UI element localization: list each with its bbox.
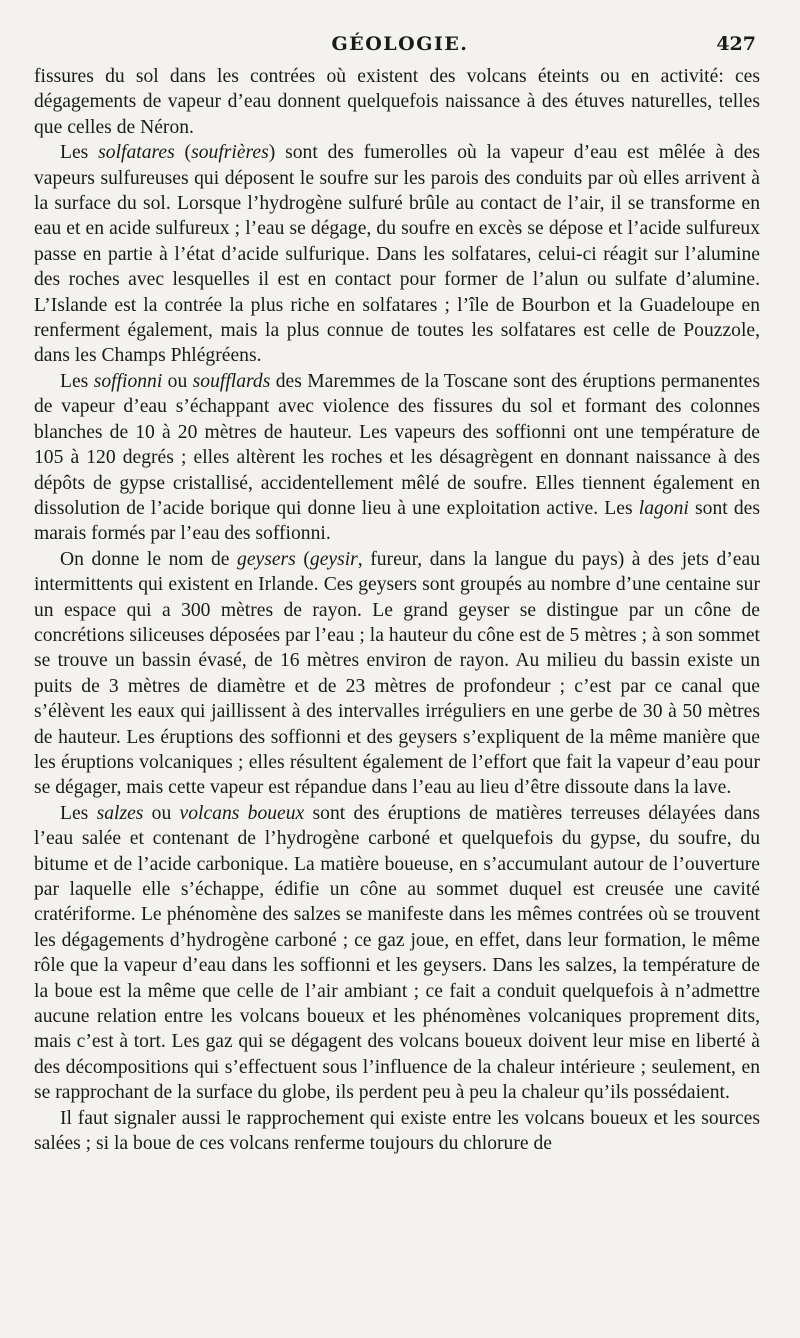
text-run: ( [295, 548, 310, 570]
body-text [34, 64, 760, 1156]
text-run: ou [143, 802, 180, 824]
paragraph-geysers [34, 547, 760, 801]
running-title: GÉOLOGIE. [331, 33, 469, 55]
italic-term: geysers [237, 548, 296, 570]
italic-term: volcans boueux [179, 802, 305, 824]
text-run: Les [60, 142, 99, 164]
text-run: des Maremmes de la Toscane sont des éruptions permanentes de vapeur d’eau s’échappant avec violence des fissures du sol et formant des colonnes blanches de 10 à 20 mètres de hauteur. Les vapeurs des soffionni ont une température de 105 à 120 degrés ; elles altèrent les roches et les désagrègent en donnant naissance à des dépôts de gypse cristallisé, accidentellement mêlé de soufre. Elles tiennent également en dissolution de l’acide borique qui donne lieu à une exploitation active. Les [34, 370, 760, 519]
italic-term: soffionni [93, 370, 163, 392]
text-run: ( [174, 142, 192, 164]
text-run: , fureur, dans la langue du pays) à des jets d’eau intermittents qui existent en Irlande. Ces geysers sont groupés au nombre d’une centaine sur un espace qui a 300 mètres de rayon. Le grand geyser se distingue par un cône de concrétions siliceuses déposées par l’eau ; la hauteur du cône est de 5 mètres ; à son sommet se trouve un bassin évasé, de 16 mètres environ de rayon. Au milieu du bassin existe un puits de 3 mètres de diamètre et de 23 mètres de profondeur ; c’est par ce canal que s’élèvent les eaux qui jaillissent à des intervalles irréguliers en une gerbe de 30 à 50 mètres de hauteur. Les éruptions des soffionni et des geysers s’expliquent de la même manière que les éruptions volcaniques ; elles résultent également de l’effort que fait la vapeur d’eau pour se dégager, mais cette vapeur est répandue dans l’eau au lieu d’être dissoute dans la lave. [34, 548, 760, 799]
text-run: ou [162, 370, 193, 392]
paragraph-solfatares [34, 140, 760, 369]
paragraph-continuation [34, 64, 760, 140]
italic-term: soufflards [192, 370, 271, 392]
text-run: On donne le nom de [60, 548, 238, 570]
italic-term: solfatares [98, 142, 175, 164]
italic-term: soufrières [191, 142, 269, 164]
page-header [0, 33, 800, 57]
paragraph-salzes [34, 801, 760, 1106]
text-run: sont des éruptions de matières terreuses délayées dans l’eau salée et contenant de l’hydrogène carboné et quelquefois du gypse, du soufre, du bitume et de l’acide carbonique. La matière boueuse, en s’accumulant autour de l’ouverture par laquelle elle s’échappe, édifie un cône au sommet duquel est creusée une cavité cratériforme. Le phénomène des salzes se manifeste dans les mêmes contrées où se trouvent les dégagements d’hydrogène carboné ; ce gaz joue, en effet, dans leur formation, le même rôle que la vapeur d’eau dans les soffionni et les geysers. Dans les salzes, la température de la boue est la même que celle de l’air ambiant ; ce fait a conduit quelquefois à n’admettre aucune relation entre les volcans boueux et les phénomènes volcaniques proprement dits, mais c’est à tort. Les gaz qui se dégagent des volcans boueux doivent leur mise en liberté à des décompositions qui s’effectuent sous l’influence de la chaleur intérieure ; seulement, en se rapprochant de la surface du globe, ils perdent peu à peu la chaleur qu’ils possédaient. [34, 802, 761, 1104]
text-run: Les [60, 370, 94, 392]
italic-term: salzes [96, 802, 144, 824]
page-number: 427 [716, 33, 756, 55]
paragraph-soffionni [34, 369, 760, 547]
text-run: sont des marais formés par l’eau des soffionni. [34, 497, 760, 545]
paragraph-sources-salees [34, 1106, 760, 1157]
italic-term: geysir [309, 548, 358, 570]
italic-term: lagoni [638, 497, 689, 519]
text-run: Il faut signaler aussi le rapprochement qui existe entre les volcans boueux et les sources salées ; si la boue de ces volcans renferme toujours du chlorure de [34, 1107, 760, 1155]
text-run: Les [60, 802, 97, 824]
text-run: ) sont des fumerolles où la vapeur d’eau est mêlée à des vapeurs sulfureuses qui déposent le soufre sur les parois des conduits par où elles arrivent à la surface du sol. Lorsque l’hydrogène sulfuré brûle au contact de l’air, il se transforme en eau et en acide sulfureux ; l’eau se dégage, du soufre en excès se dépose et l’acide sulfureux passe en partie à l’état d’acide sulfurique. Dans les solfatares, celui-ci réagit sur l’alumine des roches avec lesquelles il est en contact pour former de l’alun ou sulfate d’alumine. L’Islande est la contrée la plus riche en solfatares ; l’île de Bourbon et la Guadeloupe en renferment également, mais la plus connue de toutes les solfatares est celle de Pouzzole, dans les Champs Phlégréens. [34, 142, 760, 367]
text-run: fissures du sol dans les contrées où existent des volcans éteints ou en activité: ces dégagements de vapeur d’eau donnent quelquefois naissance à des étuves naturelles, telles que celles de Néron. [34, 66, 760, 138]
